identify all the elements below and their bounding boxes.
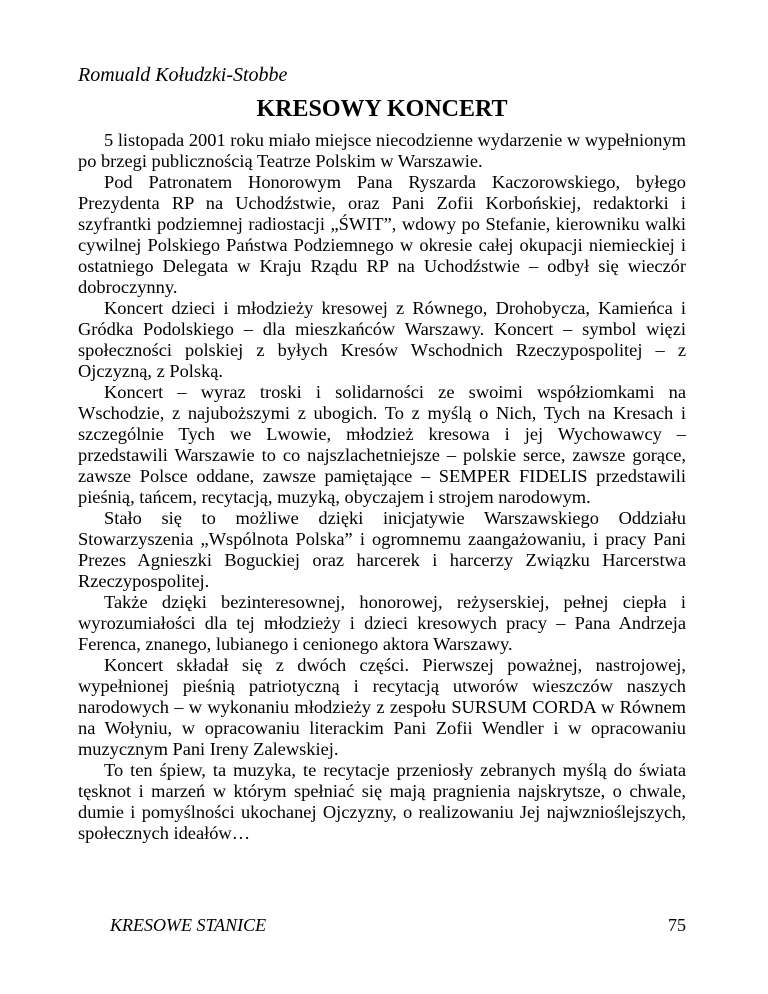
article-body xyxy=(78,130,686,844)
article-title: KRESOWY KONCERT xyxy=(256,96,508,122)
paragraph: Koncert – wyraz troski i solidarności ze swoimi współziomkami na Wschodzie, z najuboższymi z ubogich. To z myślą o Nich, Tych na Kresach i szczególnie Tych we Lwowie, młodzież kresowa i jej Wychowawcy – przedstawili Warszawie to co najszlachetniejsze – polskie serce, zawsze gorące, zawsze Polsce oddane, zawsze pamiętające – SEMPER FIDELIS przedstawili pieśnią, tańcem, recytacją, muzyką, obyczajem i strojem narodowym. xyxy=(78,382,686,507)
document-page xyxy=(78,62,686,844)
paragraph: Koncert składał się z dwóch części. Pierwszej poważnej, nastrojowej, wypełnionej pieśnią patriotyczną i recytacją utworów wieszczów naszych narodowych – w wykonaniu młodzieży z zespołu SURSUM CORDA w Równem na Wołyniu, w opracowaniu literackim Pani Zofii Wendler i w opracowaniu muzycznym Pani Ireny Zalewskiej. xyxy=(78,655,686,759)
paragraph: Stało się to możliwe dzięki inicjatywie Warszawskiego Oddziału Stowarzyszenia „Wspólnota Polska” i ogromnemu zaangażowaniu, i pracy Pani Prezes Agnieszki Boguckiej oraz harcerek i harcerzy Związku Harcerstwa Rzeczypospolitej. xyxy=(78,508,686,591)
page-number: 75 xyxy=(668,915,686,935)
paragraph: Także dzięki bezinteresownej, honorowej, reżyserskiej, pełnej ciepła i wyrozumiałości dla tej młodzieży i dzieci kresowych pracy – Pana Andrzeja Ferenca, znanego, lubianego i cenionego aktora Warszawy. xyxy=(78,592,686,654)
author-name: Romuald Kołudzki-Stobbe xyxy=(78,64,288,86)
paragraph: 5 listopada 2001 roku miało miejsce niecodzienne wydarzenie w wypełnionym po brzegi publicznością Teatrze Polskim w Warszawie. xyxy=(78,130,686,171)
paragraph: To ten śpiew, ta muzyka, te recytacje przeniosły zebranych myślą do świata tęsknot i marzeń w którym spełniać się mają pragnienia najskrytsze, o chwale, dumie i pomyślności ukochanej Ojczyzny, o realizowaniu Jej najwznioślejszych, społecznych ideałów… xyxy=(78,760,686,843)
paragraph: Koncert dzieci i młodzieży kresowej z Równego, Drohobycza, Kamieńca i Gródka Podolskiego – dla mieszkańców Warszawy. Koncert – symbol więzi społeczności polskiej z byłych Kresów Wschodnich Rzeczypospolitej – z Ojczyzną, z Polską. xyxy=(78,298,686,381)
paragraph: Pod Patronatem Honorowym Pana Ryszarda Kaczorowskiego, byłego Prezydenta RP na Uchodźstwie, oraz Pani Zofii Korbońskiej, redaktorki i szyfrantki podziemnej radiostacji „ŚWIT”, wdowy po Stefanie, kierowniku walki cywilnej Polskiego Państwa Podziemnego w okresie całej okupacji niemieckiej i ostatniego Delegata w Kraju Rządu RP na Uchodźstwie – odbył się wieczór dobroczynny. xyxy=(78,172,686,297)
publication-name: KRESOWE STANICE xyxy=(110,915,267,935)
